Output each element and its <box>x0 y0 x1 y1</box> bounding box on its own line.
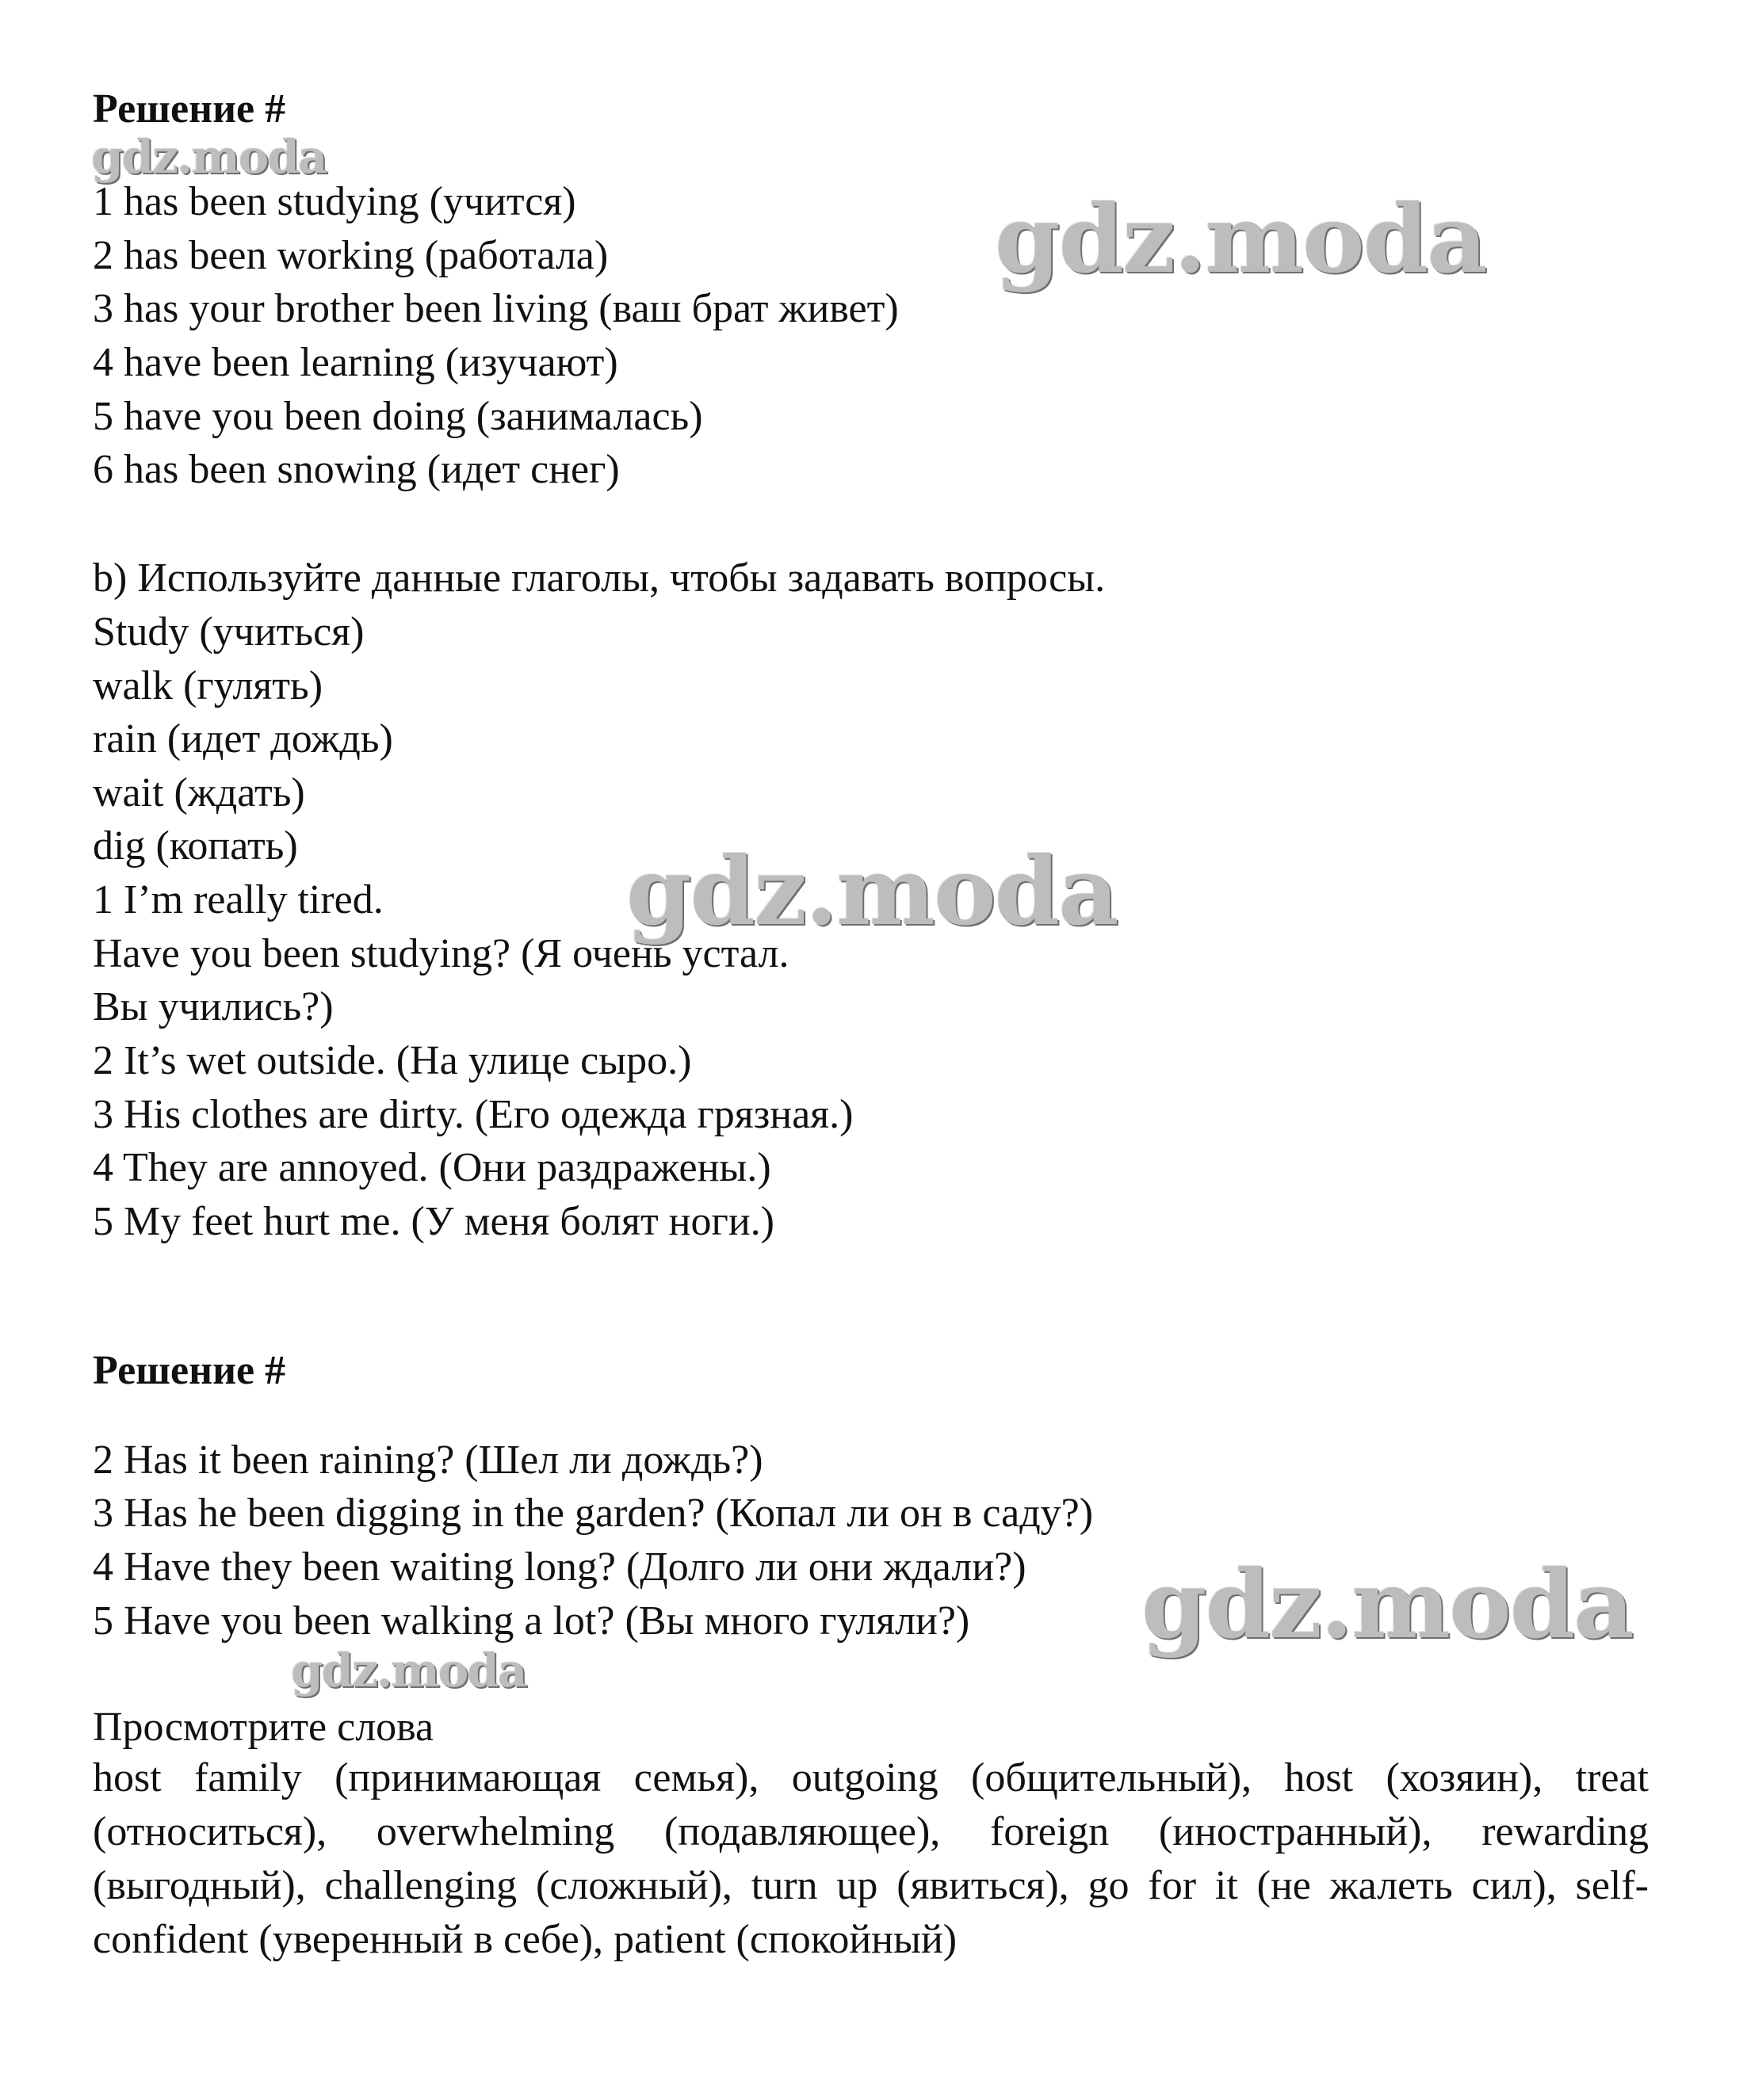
instruction-text: b) Используйте данные глаголы, чтобы задавать вопросы. <box>93 556 1106 601</box>
answer-line: 3 has your brother been living (ваш брат живет) <box>93 286 899 331</box>
situation-line: 5 My feet hurt me. (У меня болят ноги.) <box>93 1199 774 1244</box>
answer-line: 5 Have you been walking a lot? (Вы много гуляли?) <box>93 1598 970 1644</box>
answer-line: 4 have been learning (изучают) <box>93 340 618 385</box>
situation-line: 2 It’s wet outside. (На улице сыро.) <box>93 1038 692 1083</box>
situation-line: 1 I’m really tired. <box>93 877 384 922</box>
solution-heading-2: Решение # <box>93 1348 286 1393</box>
verb-item: dig (копать) <box>93 823 298 869</box>
verb-item: wait (ждать) <box>93 770 305 815</box>
answer-line: 2 Has it been raining? (Шел ли дождь?) <box>93 1438 763 1483</box>
situation-line: 3 His clothes are dirty. (Его одежда грязная.) <box>93 1092 854 1137</box>
situation-line: Have you been studying? (Я очень устал. <box>93 931 789 976</box>
answer-line: 3 Has he been digging in the garden? (Копал ли он в саду?) <box>93 1491 1094 1536</box>
verb-item: Study (учиться) <box>93 609 365 655</box>
watermark-logo: gdz.moda <box>995 184 1486 294</box>
situation-line: Вы учились?) <box>93 984 334 1029</box>
answer-line: 5 have you been doing (занималась) <box>93 394 703 439</box>
answer-line: 2 has been working (работала) <box>93 233 609 278</box>
watermark-logo: gdz.moda <box>626 836 1118 946</box>
solution-heading-1: Решение # <box>93 86 286 132</box>
verb-item: walk (гулять) <box>93 663 323 708</box>
watermark-logo: gdz.moda <box>91 130 327 184</box>
answer-line: 1 has been studying (учится) <box>93 179 576 224</box>
vocabulary-paragraph: host family (принимающая семья), outgoing (общительный), host (хозяин), treat (относиться), overwhelming (подавляющее), foreign (иностранный), rewarding (выгодный), challenging (сложный), turn up (явиться), go for it (не жалеть сил), self-confident (уверенный в себе), patient (спокойный) <box>93 1755 1649 1962</box>
vocabulary-title: Просмотрите слова <box>93 1705 434 1750</box>
watermark-logo: gdz.moda <box>1141 1549 1633 1659</box>
verb-item: rain (идет дождь) <box>93 716 393 762</box>
answer-line: 6 has been snowing (идет снег) <box>93 447 620 492</box>
situation-line: 4 They are annoyed. (Они раздражены.) <box>93 1145 771 1190</box>
answer-line: 4 Have they been waiting long? (Долго ли они ждали?) <box>93 1544 1026 1590</box>
watermark-logo: gdz.moda <box>291 1644 526 1697</box>
